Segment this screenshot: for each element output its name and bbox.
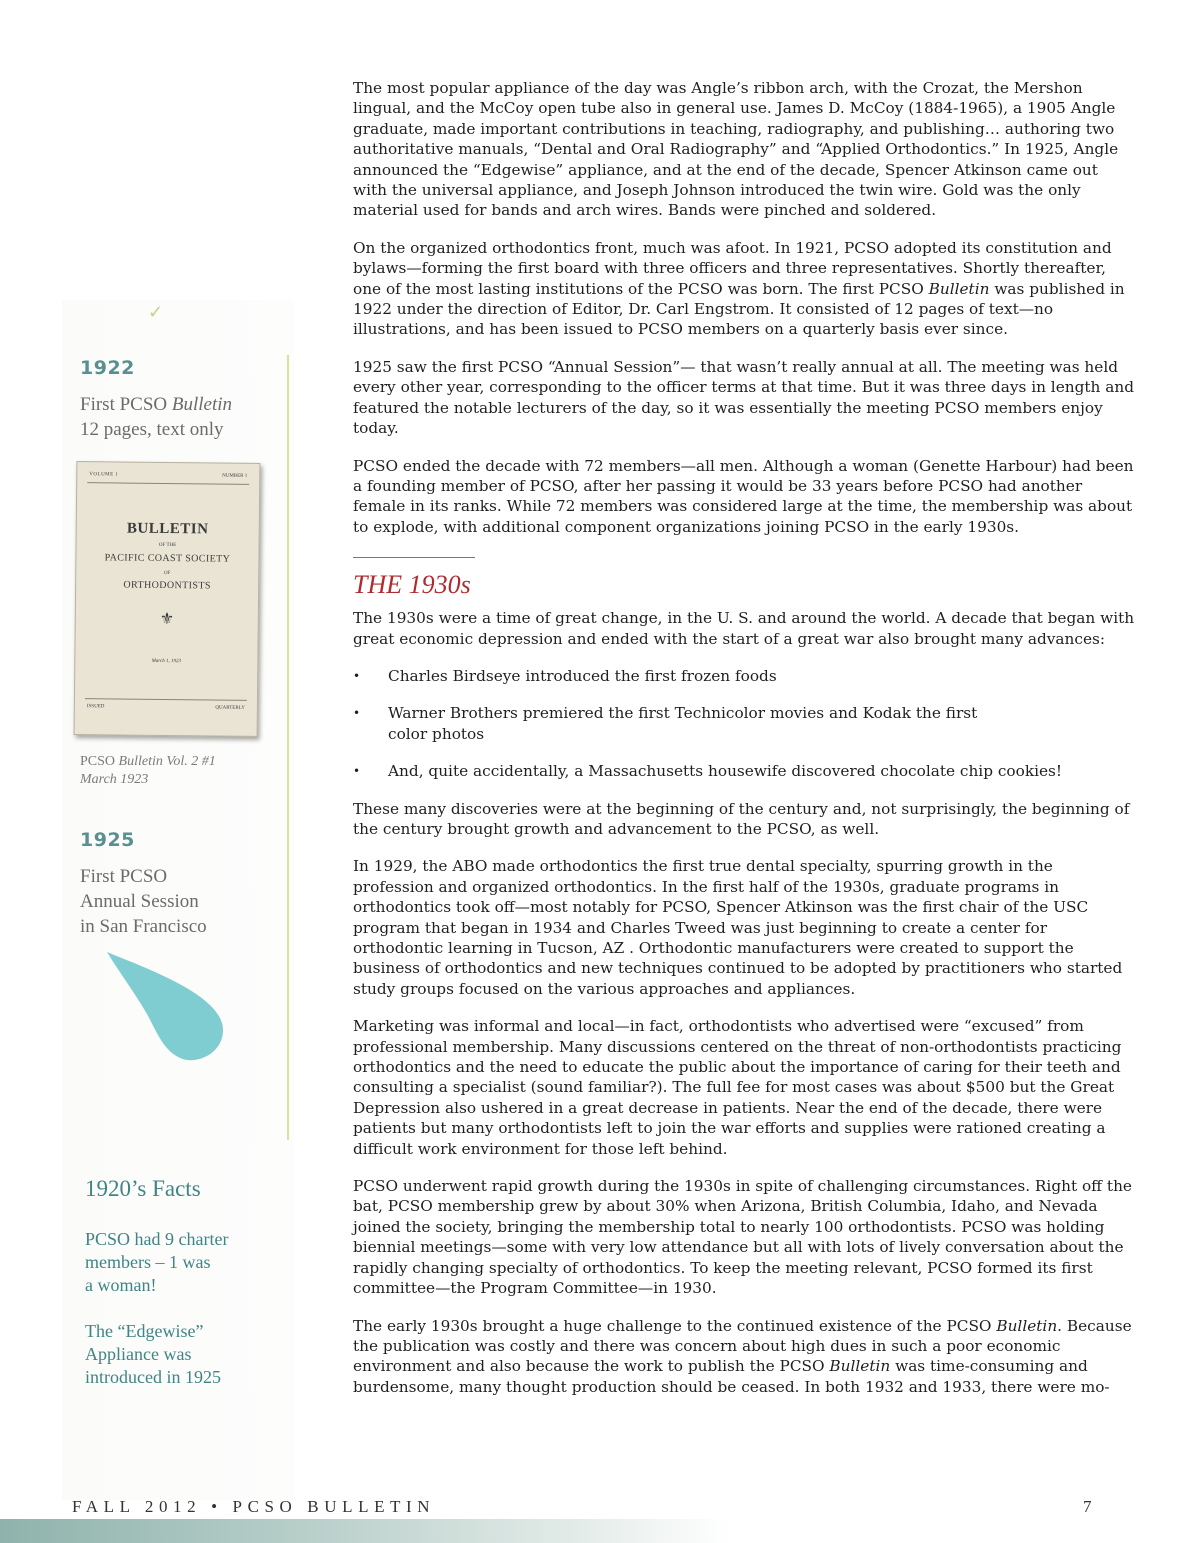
paragraph: 1925 saw the first PCSO “Annual Session”— that wasn’t really annual at all. The meeting was held every other year, corresponding to the officer terms at that time. But it was three days in length and featured the notable lecturers of the day, so it was essentially the meeting PCSO members enjoy today.: [353, 357, 1135, 438]
paragraph: PCSO underwent rapid growth during the 1930s in spite of challenging circumstances. Right off the bat, PCSO membership grew by about 30% when Arizona, British Columbia, Idaho, and Nevada joined the society, bringing the membership total to nearly 100 orthodontists. PCSO was holding biennial meetings—some with very low attendance but all with lots of lively conversation about the rapidly changing specialty of orthodontics. To keep the meeting relevant, PCSO formed its first committee—the Program Committee—in 1930.: [353, 1177, 1132, 1298]
item-1925-text: First PCSO Annual Session in San Francisco: [80, 866, 207, 937]
check-mark-icon: ✓: [148, 302, 164, 323]
paragraph: The early 1930s brought a huge challenge to the continued existence of the PCSO Bulletin. Because the publication was costly and there was concern about high dues in such a poor economic environment and also because the work to publish the PCSO Bulletin was time-consuming and burdensome, many thought production should be ceased. In both 1932 and 1933, there were mo-: [353, 1316, 1132, 1396]
cover-caption: PCSO Bulletin Vol. 2 #1 March 1923: [80, 754, 216, 787]
paragraph: Marketing was informal and local—in fact, orthodontists who advertised were “excused” from professional membership. Many discussions centered on the threat of non-orthodontists practicing orthodontics and the need to educate the public about the importance of caring for their teeth and consulting a specialist (sound familiar?). The full fee for most cases was about $500 but the Great Depression also ushered in a great decrease in patients. Near the end of the decade, there were patients but many orthodontists left to join the war efforts and supplies were rationed creating a difficult work environment for those left behind.: [353, 1017, 1122, 1158]
paragraph: These many discoveries were at the beginning of the century and, not surprisingly, the beginning of the century brought growth and advancement to the PCSO, as well.: [353, 799, 1130, 838]
article-body: [353, 78, 1135, 1414]
bulletin-cover-image: VOLUME 1 NUMBER 1 BULLETIN OF THE PACIFIC COAST SOCIETY OF ORTHODONTISTS ⚜ March 1, 1923 ISSUED QUARTERLY: [74, 461, 261, 737]
paragraph: The 1930s were a time of great change, in the U. S. and around the world. A decade that began with great economic depression and ended with the start of a great war also brought many advances:: [353, 609, 1135, 648]
section-heading: THE 1930s: [353, 570, 471, 600]
paragraph: On the organized orthodontics front, much was afoot. In 1921, PCSO adopted its constitution and bylaws—forming the first board with three officers and three representatives. Shortly thereafter, one of the most lasting institutions of the PCSO was born. The first PCSO Bulletin was published in 1922 under the direction of Editor, Dr. Carl Engstrom. It consisted of 12 pages of text—no illustrations, and has been issued to PCSO members on a quarterly basis ever since.: [353, 238, 1125, 339]
section-rule: [353, 557, 475, 558]
page-number: 7: [1083, 1497, 1092, 1516]
footer-publication: FALL 2012 • PCSO BULLETIN: [72, 1497, 436, 1516]
facts-title: 1920’s Facts: [85, 1176, 201, 1201]
list-item: • Charles Birdseye introduced the first frozen foods: [353, 666, 1135, 686]
fact-charter-members: PCSO had 9 charter members – 1 was a woman!: [85, 1229, 229, 1295]
paragraph: In 1929, the ABO made orthodontics the first true dental specialty, spurring growth in the profession and organized orthodontics. In the first half of the 1930s, graduate programs in orthodontics took off—most notably for PCSO, Spencer Atkinson was the first chair of the USC program that began in 1934 and Charles Tweed was just beginning to create a center for orthodontic learning in Tucson, AZ . Orthodontic manufacturers were created to support the business of orthodontics and new techniques continued to be adopted by practitioners who started study groups focused on the various approaches and appliances.: [353, 857, 1123, 998]
year-1925: 1925: [80, 829, 135, 851]
item-1922-text: First PCSO Bulletin 12 pages, text only: [80, 394, 233, 440]
list-item: • And, quite accidentally, a Massachusetts housewife discovered chocolate chip cookies!: [353, 761, 1135, 781]
sidebar-divider: [287, 355, 289, 1140]
bullet-list: [353, 666, 1135, 782]
emblem-icon: ⚜: [159, 610, 175, 629]
year-1922: 1922: [80, 357, 135, 379]
footer-gradient-bar: [0, 1519, 730, 1543]
list-item: • Warner Brothers premiered the first Technicolor movies and Kodak the first color photos: [353, 703, 1135, 744]
paragraph: PCSO ended the decade with 72 members—all men. Although a woman (Genette Harbour) had been a founding member of PCSO, after her passing it would be 33 years before PCSO had another female in its ranks. While 72 members was considered large at the time, the membership was about to explode, with additional component organizations joining PCSO in the early 1930s.: [353, 456, 1134, 536]
teal-drop-shape: [105, 950, 255, 1065]
paragraph: The most popular appliance of the day was Angle’s ribbon arch, with the Crozat, the Mershon lingual, and the McCoy open tube also in general use. James D. McCoy (1884-1965), a 1905 Angle graduate, made important contributions in teaching, radiography, and publishing… authoring two authoritative manuals, “Dental and Oral Radiography” and “Applied Orthodontics.” In 1925, Angle announced the “Edgewise” appliance, and at the end of the decade, Spencer Atkinson came out with the universal appliance, and Joseph Johnson introduced the twin wire. Gold was the only material used for bands and arch wires. Bands were pinched and soldered.: [353, 79, 1119, 220]
fact-edgewise: The “Edgewise” Appliance was introduced in 1925: [85, 1321, 221, 1387]
